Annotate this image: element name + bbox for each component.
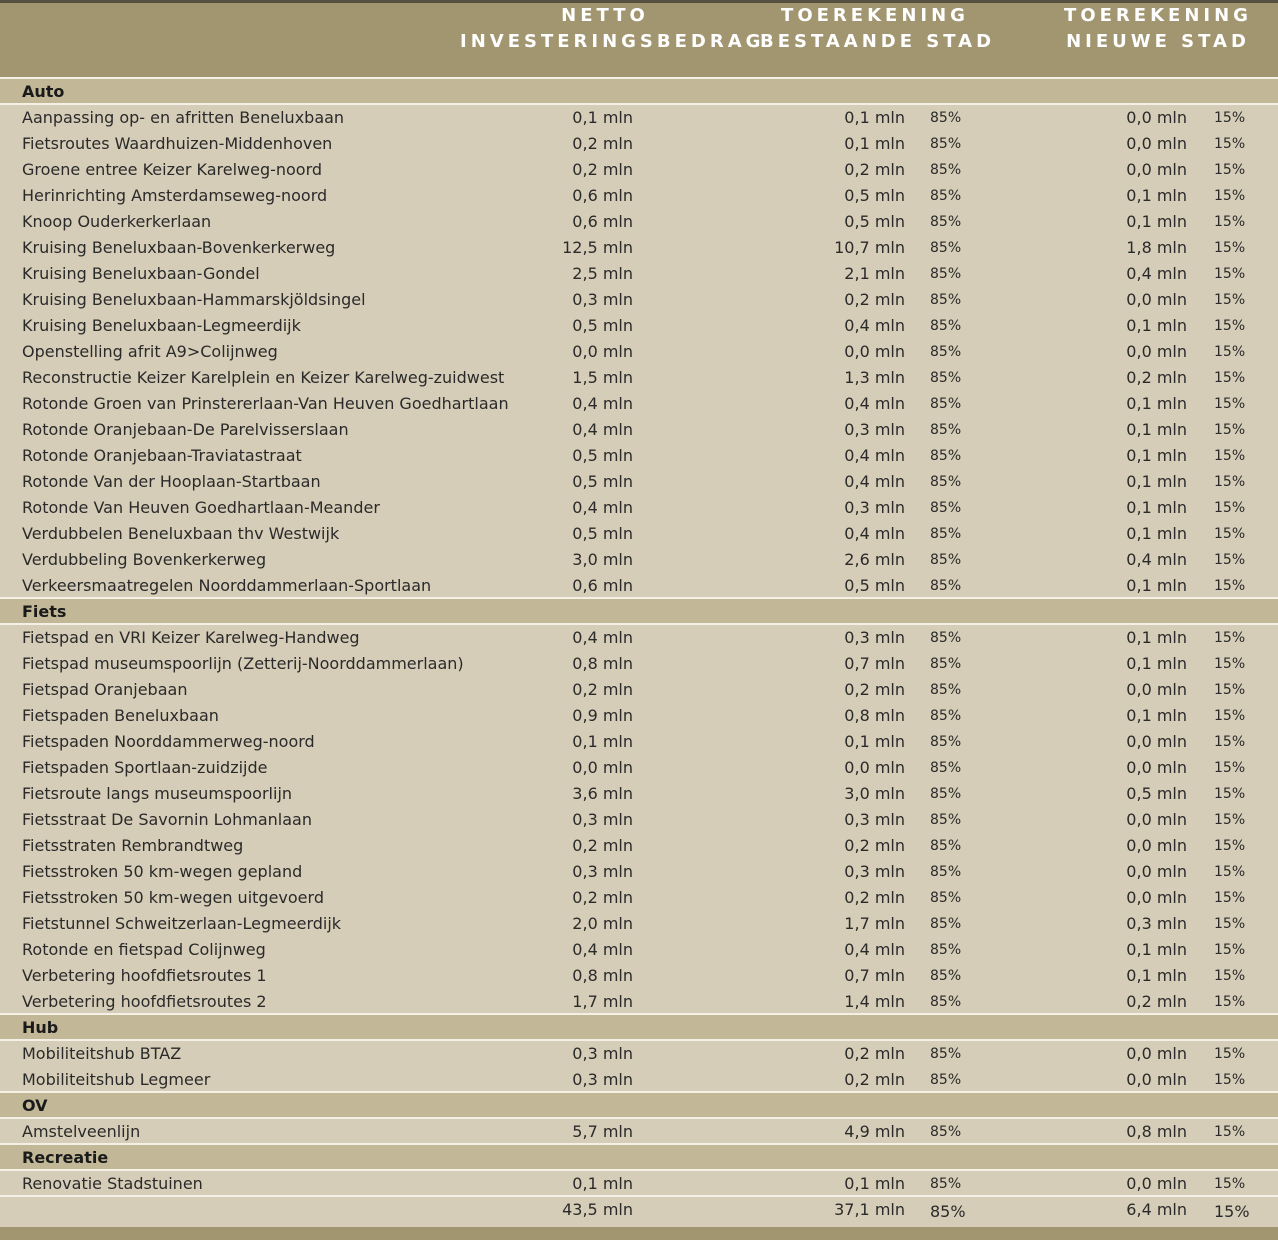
row-name: Verbetering hoofdfietsroutes 2: [22, 992, 267, 1011]
netto-value: 0,1 mln: [572, 732, 633, 751]
bestaande-value: 4,9 mln: [844, 1122, 905, 1141]
nieuwe-value: 0,2 mln: [1126, 368, 1187, 387]
section-title: Fiets: [22, 602, 67, 621]
netto-value: 0,2 mln: [572, 160, 633, 179]
netto-value: 0,2 mln: [572, 134, 633, 153]
table-row: [0, 313, 1278, 339]
bestaande-percent: 85%: [930, 734, 962, 750]
bestaande-percent: 85%: [930, 318, 962, 334]
netto-value: 3,0 mln: [572, 550, 633, 569]
bestaande-percent: 85%: [930, 994, 962, 1010]
table-row: [0, 703, 1278, 729]
table-row: [0, 287, 1278, 313]
total-netto-value: 43,5 mln: [562, 1200, 633, 1219]
bestaande-percent: 85%: [930, 448, 962, 464]
netto-value: 2,5 mln: [572, 264, 633, 283]
row-name: Aanpassing op- en afritten Beneluxbaan: [22, 108, 345, 127]
bestaande-value: 0,4 mln: [844, 394, 905, 413]
row-name: Amstelveenlijn: [22, 1122, 141, 1141]
netto-value: 0,6 mln: [572, 576, 633, 595]
nieuwe-percent: 15%: [1214, 1046, 1246, 1062]
table-row: [0, 729, 1278, 755]
row-name: Kruising Beneluxbaan-Legmeerdijk: [22, 316, 301, 335]
row-name: Fietspad museumspoorlijn (Zetterij-Noorddammerlaan): [22, 654, 464, 673]
nieuwe-value: 0,0 mln: [1126, 108, 1187, 127]
bestaande-value: 0,3 mln: [844, 862, 905, 881]
netto-value: 1,7 mln: [572, 992, 633, 1011]
table-row: [0, 521, 1278, 547]
nieuwe-percent: 15%: [1214, 1124, 1246, 1140]
netto-value: 0,4 mln: [572, 628, 633, 647]
row-name: Verbetering hoofdfietsroutes 1: [22, 966, 267, 985]
nieuwe-percent: 15%: [1214, 552, 1246, 568]
nieuwe-value: 0,1 mln: [1126, 576, 1187, 595]
nieuwe-percent: 15%: [1214, 162, 1246, 178]
table-row: [0, 573, 1278, 599]
row-name: Fietsstroken 50 km-wegen uitgevoerd: [22, 888, 324, 907]
row-name: Rotonde Oranjebaan-De Parelvisserslaan: [22, 420, 349, 439]
bestaande-value: 3,0 mln: [844, 784, 905, 803]
table-row: [0, 209, 1278, 235]
bestaande-value: 2,1 mln: [844, 264, 905, 283]
row-name: Fietsroutes Waardhuizen-Middenhoven: [22, 134, 333, 153]
table-row: [0, 885, 1278, 911]
nieuwe-value: 0,0 mln: [1126, 1070, 1187, 1089]
row-name: Mobiliteitshub Legmeer: [22, 1070, 211, 1089]
bestaande-percent: 85%: [930, 266, 962, 282]
nieuwe-value: 0,0 mln: [1126, 758, 1187, 777]
nieuwe-percent: 15%: [1214, 370, 1246, 386]
netto-value: 0,3 mln: [572, 862, 633, 881]
row-name: Fietspaden Beneluxbaan: [22, 706, 219, 725]
nieuwe-value: 0,0 mln: [1126, 862, 1187, 881]
section-header: [0, 599, 1278, 625]
bestaande-percent: 85%: [930, 214, 962, 230]
table-header: [0, 3, 1278, 77]
row-name: Fietstunnel Schweitzerlaan-Legmeerdijk: [22, 914, 342, 933]
row-name: Fietspad Oranjebaan: [22, 680, 188, 699]
netto-value: 0,6 mln: [572, 186, 633, 205]
nieuwe-value: 0,0 mln: [1126, 836, 1187, 855]
netto-value: 0,6 mln: [572, 212, 633, 231]
row-name: Kruising Beneluxbaan-Bovenkerkerweg: [22, 238, 336, 257]
nieuwe-value: 0,0 mln: [1126, 810, 1187, 829]
nieuwe-percent: 15%: [1214, 838, 1246, 854]
nieuwe-percent: 15%: [1214, 734, 1246, 750]
row-name: Herinrichting Amsterdamseweg-noord: [22, 186, 328, 205]
netto-value: 2,0 mln: [572, 914, 633, 933]
row-name: Knoop Ouderkerkerlaan: [22, 212, 212, 231]
bestaande-percent: 85%: [930, 968, 962, 984]
nieuwe-percent: 15%: [1214, 786, 1246, 802]
nieuwe-value: 0,1 mln: [1126, 186, 1187, 205]
nieuwe-value: 0,0 mln: [1126, 1174, 1187, 1193]
table-row: [0, 417, 1278, 443]
bestaande-value: 0,8 mln: [844, 706, 905, 725]
netto-value: 0,1 mln: [572, 108, 633, 127]
nieuwe-percent: 15%: [1214, 1072, 1246, 1088]
header-toerekening-bestaande-stad: TOEREKENING BESTAANDE STAD: [760, 5, 996, 52]
netto-value: 0,2 mln: [572, 888, 633, 907]
netto-value: 3,6 mln: [572, 784, 633, 803]
table-row: [0, 911, 1278, 937]
nieuwe-value: 0,0 mln: [1126, 342, 1187, 361]
table-row: [0, 1067, 1278, 1093]
table-row: [0, 963, 1278, 989]
bestaande-value: 1,3 mln: [844, 368, 905, 387]
bestaande-percent: 85%: [930, 656, 962, 672]
nieuwe-value: 0,1 mln: [1126, 966, 1187, 985]
nieuwe-percent: 15%: [1214, 500, 1246, 516]
section-header: [0, 1093, 1278, 1119]
row-name: Openstelling afrit A9>Colijnweg: [22, 342, 278, 361]
bestaande-percent: 85%: [930, 526, 962, 542]
bestaande-percent: 85%: [930, 396, 962, 412]
bestaande-value: 1,4 mln: [844, 992, 905, 1011]
row-name: Groene entree Keizer Karelweg-noord: [22, 160, 323, 179]
nieuwe-value: 0,0 mln: [1126, 732, 1187, 751]
netto-value: 0,5 mln: [572, 446, 633, 465]
nieuwe-value: 0,4 mln: [1126, 550, 1187, 569]
bestaande-percent: 85%: [930, 812, 962, 828]
table-row: [0, 339, 1278, 365]
nieuwe-value: 0,1 mln: [1126, 706, 1187, 725]
netto-value: 0,0 mln: [572, 342, 633, 361]
nieuwe-value: 1,8 mln: [1126, 238, 1187, 257]
bottom-border: [0, 1227, 1278, 1240]
nieuwe-percent: 15%: [1214, 266, 1246, 282]
bestaande-value: 0,7 mln: [844, 966, 905, 985]
nieuwe-percent: 15%: [1214, 994, 1246, 1010]
netto-value: 12,5 mln: [562, 238, 633, 257]
nieuwe-percent: 15%: [1214, 916, 1246, 932]
table-row: [0, 495, 1278, 521]
netto-value: 0,5 mln: [572, 472, 633, 491]
nieuwe-percent: 15%: [1214, 188, 1246, 204]
table-row: [0, 365, 1278, 391]
bestaande-percent: 85%: [930, 500, 962, 516]
row-name: Verkeersmaatregelen Noorddammerlaan-Sportlaan: [22, 576, 432, 595]
bestaande-percent: 85%: [930, 292, 962, 308]
table-row: [0, 105, 1278, 131]
nieuwe-percent: 15%: [1214, 214, 1246, 230]
table-row: [0, 235, 1278, 261]
row-name: Rotonde Oranjebaan-Traviatastraat: [22, 446, 302, 465]
table-row: [0, 625, 1278, 651]
nieuwe-percent: 15%: [1214, 630, 1246, 646]
row-name: Fietspaden Noorddammerweg-noord: [22, 732, 315, 751]
netto-value: 1,5 mln: [572, 368, 633, 387]
table-row: [0, 183, 1278, 209]
bestaande-value: 0,2 mln: [844, 160, 905, 179]
row-name: Fietsroute langs museumspoorlijn: [22, 784, 293, 803]
table-row: [0, 131, 1278, 157]
nieuwe-percent: 15%: [1214, 474, 1246, 490]
total-nieuwe-percent: 15%: [1214, 1202, 1250, 1221]
bestaande-value: 0,1 mln: [844, 1174, 905, 1193]
bestaande-percent: 85%: [930, 1046, 962, 1062]
bestaande-percent: 85%: [930, 682, 962, 698]
table-row: [0, 469, 1278, 495]
bestaande-value: 0,4 mln: [844, 316, 905, 335]
row-name: Rotonde Van Heuven Goedhartlaan-Meander: [22, 498, 380, 517]
row-name: Rotonde en fietspad Colijnweg: [22, 940, 266, 959]
table-row: [0, 261, 1278, 287]
nieuwe-value: 0,0 mln: [1126, 134, 1187, 153]
nieuwe-percent: 15%: [1214, 396, 1246, 412]
bestaande-percent: 85%: [930, 786, 962, 802]
row-name: Reconstructie Keizer Karelplein en Keizer Karelweg-zuidwest: [22, 368, 505, 387]
nieuwe-value: 0,5 mln: [1126, 784, 1187, 803]
netto-value: 0,1 mln: [572, 1174, 633, 1193]
nieuwe-percent: 15%: [1214, 422, 1246, 438]
netto-value: 0,3 mln: [572, 290, 633, 309]
bestaande-value: 0,3 mln: [844, 498, 905, 517]
nieuwe-percent: 15%: [1214, 890, 1246, 906]
section-title: Recreatie: [22, 1148, 109, 1167]
section-header: [0, 1015, 1278, 1041]
nieuwe-value: 0,1 mln: [1126, 316, 1187, 335]
netto-value: 0,2 mln: [572, 680, 633, 699]
bestaande-percent: 85%: [930, 1072, 962, 1088]
bestaande-value: 0,5 mln: [844, 212, 905, 231]
row-name: Kruising Beneluxbaan-Gondel: [22, 264, 260, 283]
nieuwe-value: 0,4 mln: [1126, 264, 1187, 283]
netto-value: 0,2 mln: [572, 836, 633, 855]
nieuwe-percent: 15%: [1214, 344, 1246, 360]
bestaande-percent: 85%: [930, 1176, 962, 1192]
table-row: [0, 833, 1278, 859]
total-nieuwe-value: 6,4 mln: [1126, 1200, 1187, 1219]
bestaande-percent: 85%: [930, 890, 962, 906]
nieuwe-percent: 15%: [1214, 708, 1246, 724]
nieuwe-value: 0,1 mln: [1126, 628, 1187, 647]
bestaande-percent: 85%: [930, 370, 962, 386]
bestaande-value: 0,3 mln: [844, 628, 905, 647]
row-name: Kruising Beneluxbaan-Hammarskjöldsingel: [22, 290, 366, 309]
total-row: [0, 1197, 1278, 1223]
nieuwe-value: 0,0 mln: [1126, 160, 1187, 179]
row-name: Fietsstraat De Savornin Lohmanlaan: [22, 810, 312, 829]
section-title: Hub: [22, 1018, 59, 1037]
section-header: [0, 79, 1278, 105]
row-name: Mobiliteitshub BTAZ: [22, 1044, 182, 1063]
bestaande-percent: 85%: [930, 422, 962, 438]
nieuwe-percent: 15%: [1214, 136, 1246, 152]
table-row: [0, 157, 1278, 183]
bestaande-value: 0,5 mln: [844, 186, 905, 205]
nieuwe-value: 0,1 mln: [1126, 498, 1187, 517]
netto-value: 0,4 mln: [572, 940, 633, 959]
table-row: [0, 781, 1278, 807]
header-netto-investeringsbedrag: NETTO INVESTERINGSBEDRAG: [460, 5, 765, 52]
row-name: Verdubbelen Beneluxbaan thv Westwijk: [22, 524, 340, 543]
total-bestaande-value: 37,1 mln: [834, 1200, 905, 1219]
bestaande-value: 0,2 mln: [844, 836, 905, 855]
bestaande-value: 0,1 mln: [844, 732, 905, 751]
table-row: [0, 677, 1278, 703]
netto-value: 0,4 mln: [572, 394, 633, 413]
nieuwe-value: 0,0 mln: [1126, 1044, 1187, 1063]
table-row: [0, 1119, 1278, 1145]
netto-value: 0,8 mln: [572, 966, 633, 985]
table-row: [0, 651, 1278, 677]
section-title: Auto: [22, 82, 65, 101]
nieuwe-value: 0,1 mln: [1126, 446, 1187, 465]
section-header: [0, 1145, 1278, 1171]
bestaande-value: 0,4 mln: [844, 524, 905, 543]
total-bestaande-percent: 85%: [930, 1202, 966, 1221]
nieuwe-value: 0,8 mln: [1126, 1122, 1187, 1141]
bestaande-value: 0,1 mln: [844, 134, 905, 153]
bestaande-percent: 85%: [930, 1124, 962, 1140]
nieuwe-value: 0,0 mln: [1126, 888, 1187, 907]
bestaande-percent: 85%: [930, 474, 962, 490]
bestaande-value: 0,4 mln: [844, 472, 905, 491]
row-name: Renovatie Stadstuinen: [22, 1174, 203, 1193]
table-row: [0, 391, 1278, 417]
nieuwe-percent: 15%: [1214, 110, 1246, 126]
nieuwe-percent: 15%: [1214, 578, 1246, 594]
netto-value: 0,3 mln: [572, 1044, 633, 1063]
nieuwe-percent: 15%: [1214, 292, 1246, 308]
bestaande-percent: 85%: [930, 110, 962, 126]
bestaande-value: 0,2 mln: [844, 290, 905, 309]
nieuwe-value: 0,1 mln: [1126, 654, 1187, 673]
table-row: [0, 989, 1278, 1015]
nieuwe-value: 0,3 mln: [1126, 914, 1187, 933]
netto-value: 0,5 mln: [572, 316, 633, 335]
nieuwe-percent: 15%: [1214, 240, 1246, 256]
bestaande-percent: 85%: [930, 344, 962, 360]
nieuwe-percent: 15%: [1214, 682, 1246, 698]
row-name: Verdubbeling Bovenkerkerweg: [22, 550, 267, 569]
nieuwe-percent: 15%: [1214, 656, 1246, 672]
bestaande-value: 0,4 mln: [844, 940, 905, 959]
row-name: Fietsstroken 50 km-wegen gepland: [22, 862, 303, 881]
netto-value: 0,3 mln: [572, 1070, 633, 1089]
netto-value: 0,0 mln: [572, 758, 633, 777]
nieuwe-percent: 15%: [1214, 1176, 1246, 1192]
nieuwe-value: 0,0 mln: [1126, 290, 1187, 309]
nieuwe-value: 0,2 mln: [1126, 992, 1187, 1011]
nieuwe-percent: 15%: [1214, 760, 1246, 776]
nieuwe-value: 0,1 mln: [1126, 524, 1187, 543]
nieuwe-percent: 15%: [1214, 812, 1246, 828]
row-name: Rotonde Van der Hooplaan-Startbaan: [22, 472, 321, 491]
bestaande-value: 2,6 mln: [844, 550, 905, 569]
bestaande-value: 0,0 mln: [844, 342, 905, 361]
bestaande-percent: 85%: [930, 552, 962, 568]
row-name: Fietspaden Sportlaan-zuidzijde: [22, 758, 268, 777]
nieuwe-percent: 15%: [1214, 526, 1246, 542]
bestaande-value: 10,7 mln: [834, 238, 905, 257]
bestaande-percent: 85%: [930, 838, 962, 854]
nieuwe-percent: 15%: [1214, 448, 1246, 464]
nieuwe-percent: 15%: [1214, 864, 1246, 880]
table-row: [0, 443, 1278, 469]
netto-value: 0,4 mln: [572, 498, 633, 517]
bestaande-value: 0,3 mln: [844, 420, 905, 439]
row-name: Fietsstraten Rembrandtweg: [22, 836, 244, 855]
bestaande-percent: 85%: [930, 864, 962, 880]
table-row: [0, 755, 1278, 781]
bestaande-value: 0,3 mln: [844, 810, 905, 829]
nieuwe-percent: 15%: [1214, 942, 1246, 958]
bestaande-value: 0,2 mln: [844, 888, 905, 907]
header-toerekening-nieuwe-stad: TOEREKENING NIEUWE STAD: [1064, 5, 1252, 52]
bestaande-value: 0,1 mln: [844, 108, 905, 127]
nieuwe-value: 0,1 mln: [1126, 420, 1187, 439]
row-name: Fietspad en VRI Keizer Karelweg-Handweg: [22, 628, 360, 647]
bestaande-value: 0,5 mln: [844, 576, 905, 595]
table-row: [0, 1041, 1278, 1067]
netto-value: 5,7 mln: [572, 1122, 633, 1141]
bestaande-value: 0,4 mln: [844, 446, 905, 465]
table-row: [0, 859, 1278, 885]
nieuwe-value: 0,0 mln: [1126, 680, 1187, 699]
bestaande-percent: 85%: [930, 916, 962, 932]
nieuwe-percent: 15%: [1214, 968, 1246, 984]
bestaande-percent: 85%: [930, 162, 962, 178]
bestaande-percent: 85%: [930, 942, 962, 958]
table-row: [0, 807, 1278, 833]
nieuwe-value: 0,1 mln: [1126, 940, 1187, 959]
bestaande-value: 0,7 mln: [844, 654, 905, 673]
bestaande-percent: 85%: [930, 188, 962, 204]
bestaande-percent: 85%: [930, 760, 962, 776]
bestaande-percent: 85%: [930, 578, 962, 594]
netto-value: 0,4 mln: [572, 420, 633, 439]
table-body: [0, 79, 1278, 1223]
bestaande-percent: 85%: [930, 136, 962, 152]
bestaande-value: 0,0 mln: [844, 758, 905, 777]
bestaande-percent: 85%: [930, 630, 962, 646]
bestaande-value: 1,7 mln: [844, 914, 905, 933]
nieuwe-value: 0,1 mln: [1126, 472, 1187, 491]
netto-value: 0,3 mln: [572, 810, 633, 829]
bestaande-value: 0,2 mln: [844, 1044, 905, 1063]
row-name: Rotonde Groen van Prinstererlaan-Van Heuven Goedhartlaan: [22, 394, 509, 413]
section-title: OV: [22, 1096, 48, 1115]
bestaande-value: 0,2 mln: [844, 680, 905, 699]
bestaande-percent: 85%: [930, 240, 962, 256]
nieuwe-value: 0,1 mln: [1126, 212, 1187, 231]
netto-value: 0,9 mln: [572, 706, 633, 725]
netto-value: 0,5 mln: [572, 524, 633, 543]
bestaande-percent: 85%: [930, 708, 962, 724]
nieuwe-percent: 15%: [1214, 318, 1246, 334]
table-row: [0, 547, 1278, 573]
table-row: [0, 937, 1278, 963]
bestaande-value: 0,2 mln: [844, 1070, 905, 1089]
table-row: [0, 1171, 1278, 1197]
netto-value: 0,8 mln: [572, 654, 633, 673]
nieuwe-value: 0,1 mln: [1126, 394, 1187, 413]
